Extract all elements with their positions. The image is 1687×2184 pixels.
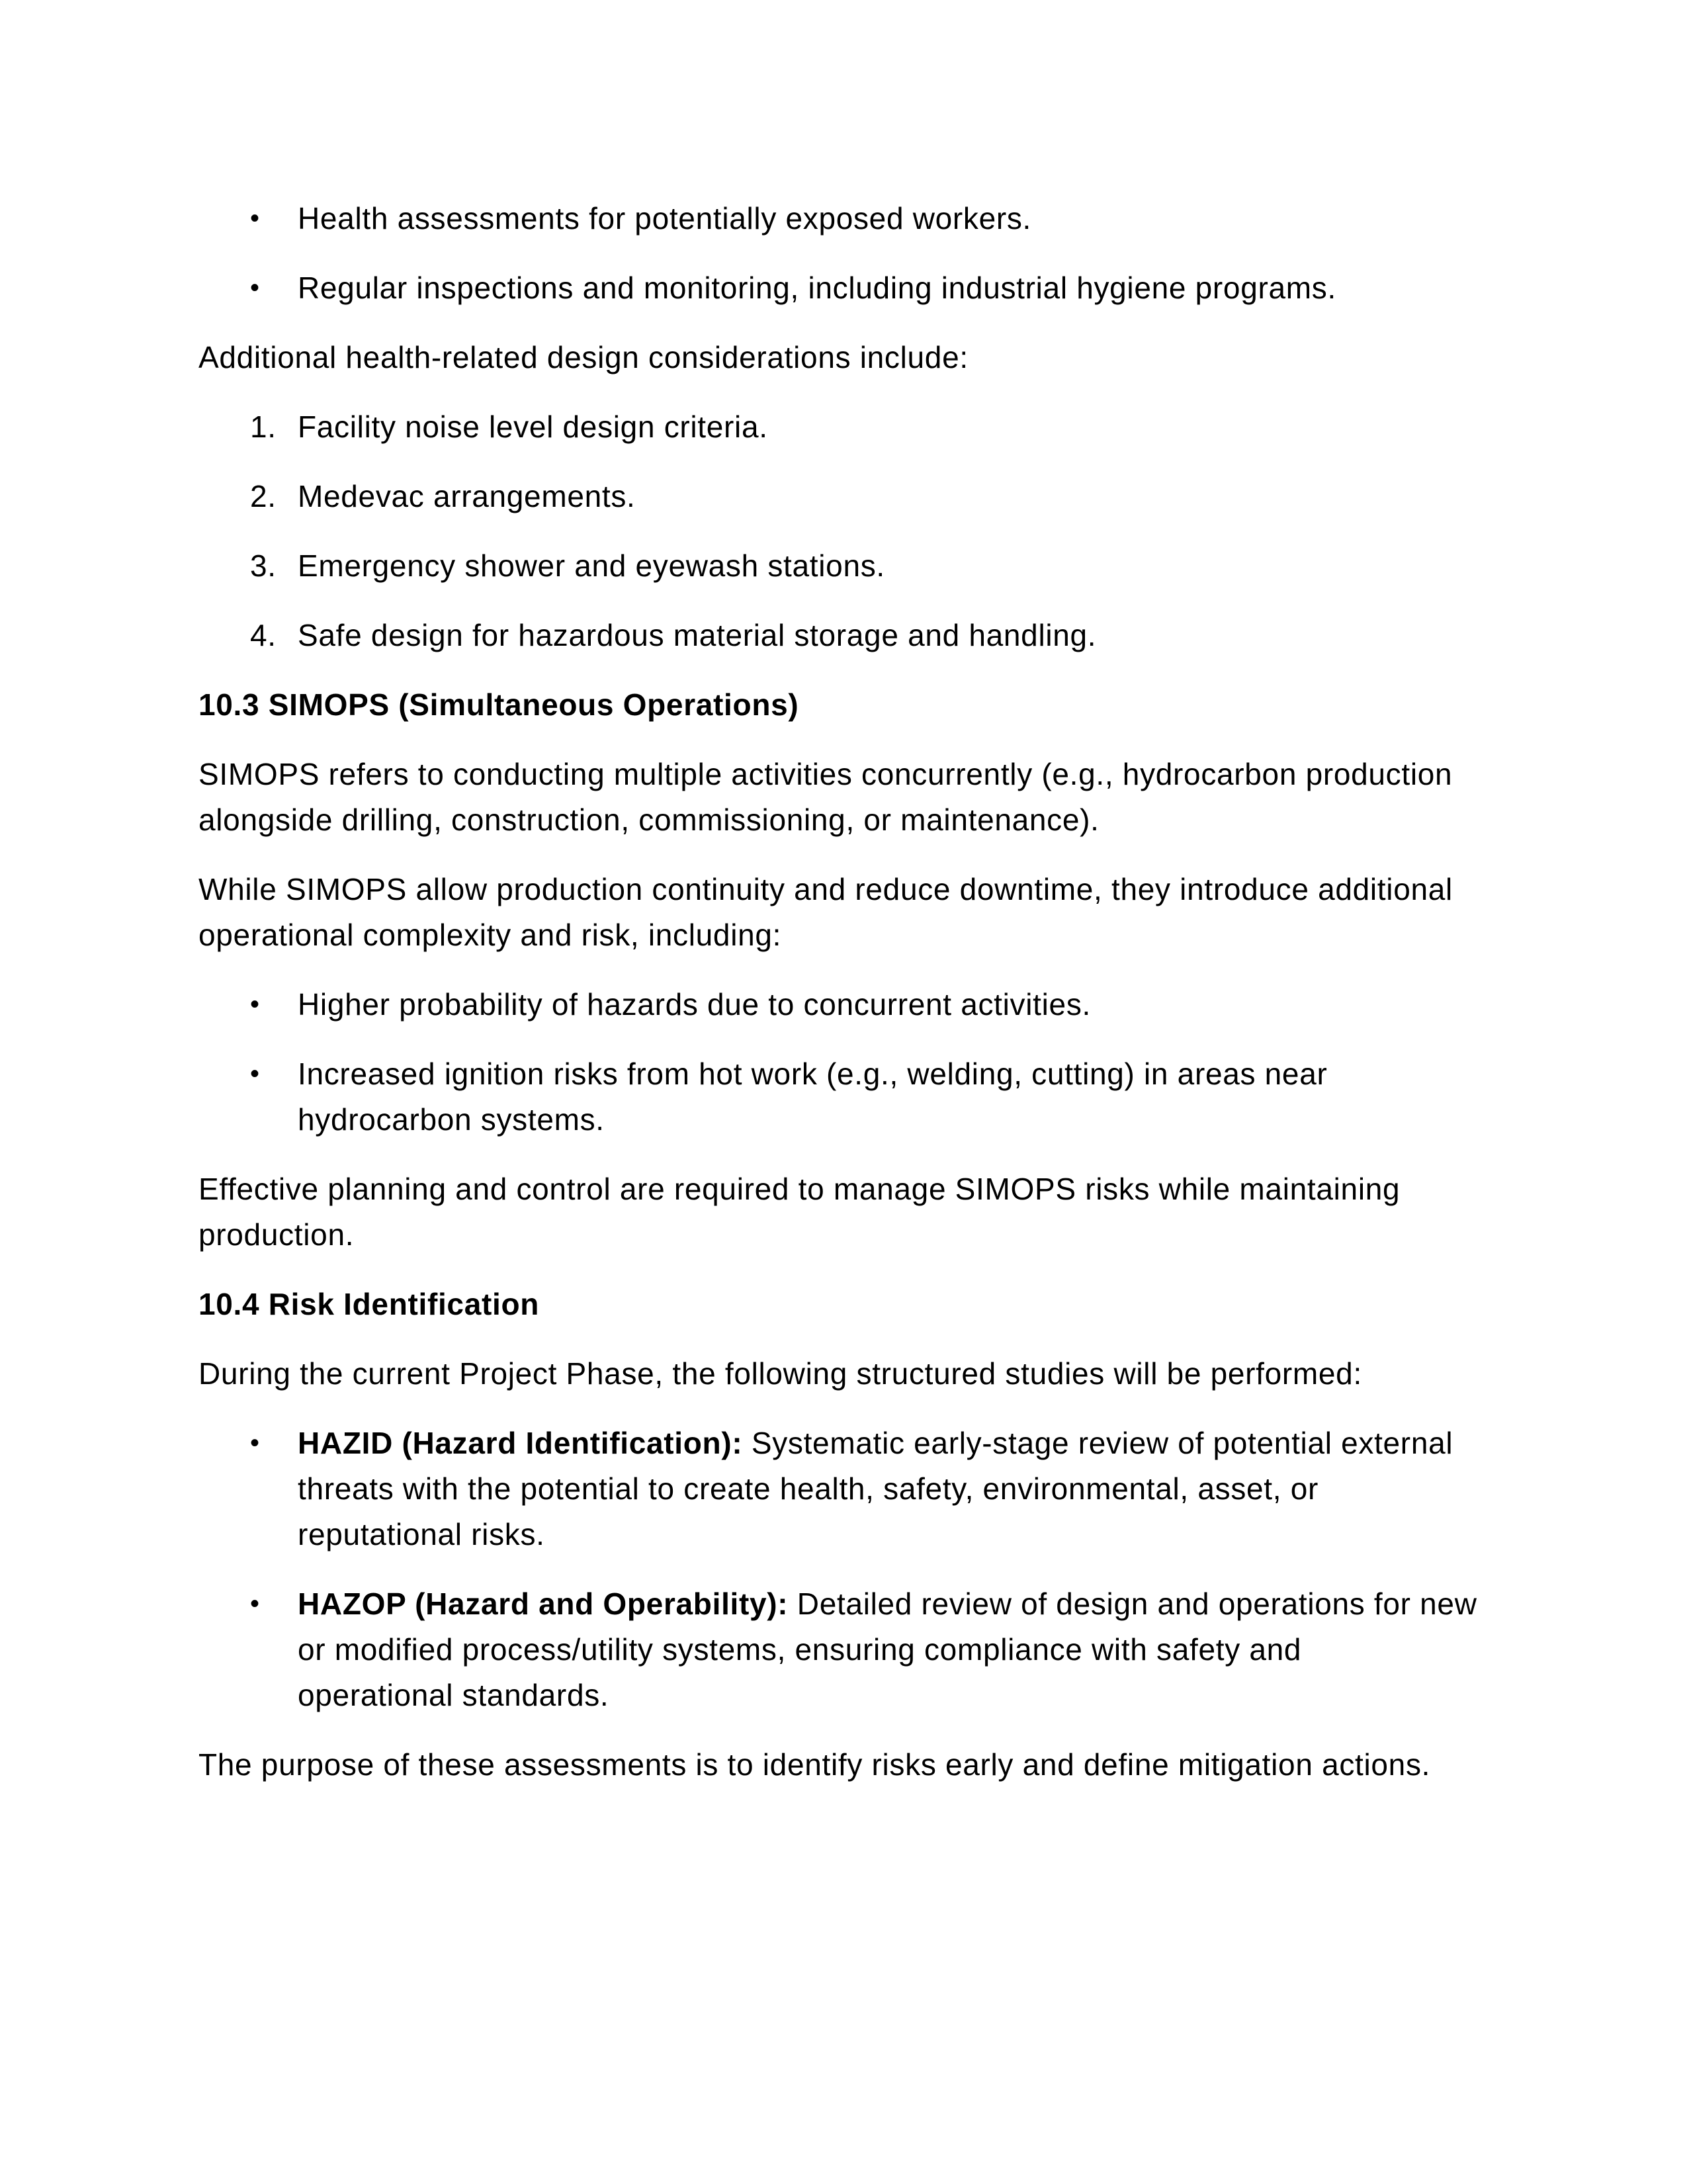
list-item <box>198 543 1535 589</box>
heading-10-4-risk-identification <box>198 1282 1535 1327</box>
study-term-description: Systematic early-stage review of potential external <box>742 1426 1453 1460</box>
text-line: Additional health-related design considerations include: <box>198 340 969 374</box>
list-number: 4. <box>250 618 277 652</box>
text-line: SIMOPS refers to conducting multiple activities concurrently (e.g., hydrocarbon production <box>198 757 1453 791</box>
text-line: Emergency shower and eyewash stations. <box>298 548 885 583</box>
health-bullet-list <box>198 196 1535 311</box>
text-line: alongside drilling, construction, commissioning, or maintenance). <box>198 803 1100 837</box>
para-simops-tradeoffs <box>198 867 1535 958</box>
para-current-phase-studies <box>198 1351 1535 1397</box>
text-line: Medevac arrangements. <box>298 479 636 513</box>
bullet-marker: • <box>250 1428 260 1458</box>
study-term-label: HAZID (Hazard Identification): <box>298 1426 743 1460</box>
list-item <box>198 1051 1535 1143</box>
text-line: production. <box>198 1217 355 1252</box>
bullet-marker: • <box>250 990 260 1019</box>
bullet-marker: • <box>250 1589 260 1618</box>
list-item <box>198 265 1535 311</box>
text-line: While SIMOPS allow production continuity and reduce downtime, they introduce additional <box>198 872 1453 906</box>
text-line: Higher probability of hazards due to concurrent activities. <box>298 987 1091 1022</box>
bullet-marker: • <box>250 273 260 302</box>
text-line: Effective planning and control are required to manage SIMOPS risks while maintaining <box>198 1172 1401 1206</box>
text-line: 10.4 Risk Identification <box>198 1287 540 1321</box>
text-line: or modified process/utility systems, ensuring compliance with safety and <box>298 1632 1302 1667</box>
list-item <box>198 196 1535 241</box>
text-line: Health assessments for potentially exposed workers. <box>298 201 1032 236</box>
text-line: The purpose of these assessments is to identify risks early and define mitigation actions. <box>198 1747 1431 1782</box>
text-line <box>298 1420 1535 1466</box>
text-line: hydrocarbon systems. <box>298 1102 605 1137</box>
text-line: During the current Project Phase, the following structured studies will be performed: <box>198 1356 1362 1391</box>
design-numbered-list <box>198 404 1535 658</box>
para-simops-definition <box>198 752 1535 843</box>
para-assessment-purpose <box>198 1742 1535 1788</box>
text-line: operational standards. <box>298 1678 609 1712</box>
list-item <box>198 1420 1535 1557</box>
list-number: 3. <box>250 548 277 583</box>
study-term-description: Detailed review of design and operations for new <box>788 1587 1477 1621</box>
text-line: Increased ignition risks from hot work (e.g., welding, cutting) in areas near <box>298 1057 1328 1091</box>
para-effective-planning <box>198 1166 1535 1258</box>
list-number: 1. <box>250 410 277 444</box>
text-line: Safe design for hazardous material storage and handling. <box>298 618 1097 652</box>
bullet-marker: • <box>250 204 260 233</box>
study-bullet-list <box>198 1420 1535 1718</box>
list-item <box>198 404 1535 450</box>
list-number: 2. <box>250 479 277 513</box>
para-additional-considerations <box>198 335 1535 380</box>
list-item <box>198 1581 1535 1718</box>
text-line <box>298 1581 1535 1627</box>
text-line: Facility noise level design criteria. <box>298 410 768 444</box>
text-line: threats with the potential to create health, safety, environmental, asset, or <box>298 1471 1319 1506</box>
list-item <box>198 613 1535 658</box>
heading-10-3-simops <box>198 682 1535 728</box>
simops-risk-bullet-list <box>198 982 1535 1143</box>
bullet-marker: • <box>250 1059 260 1088</box>
list-item <box>198 982 1535 1027</box>
text-line: 10.3 SIMOPS (Simultaneous Operations) <box>198 687 799 722</box>
text-line: operational complexity and risk, including: <box>198 918 782 952</box>
list-item <box>198 474 1535 519</box>
study-term-label: HAZOP (Hazard and Operability): <box>298 1587 789 1621</box>
text-line: reputational risks. <box>298 1517 545 1551</box>
text-line: Regular inspections and monitoring, including industrial hygiene programs. <box>298 271 1336 305</box>
